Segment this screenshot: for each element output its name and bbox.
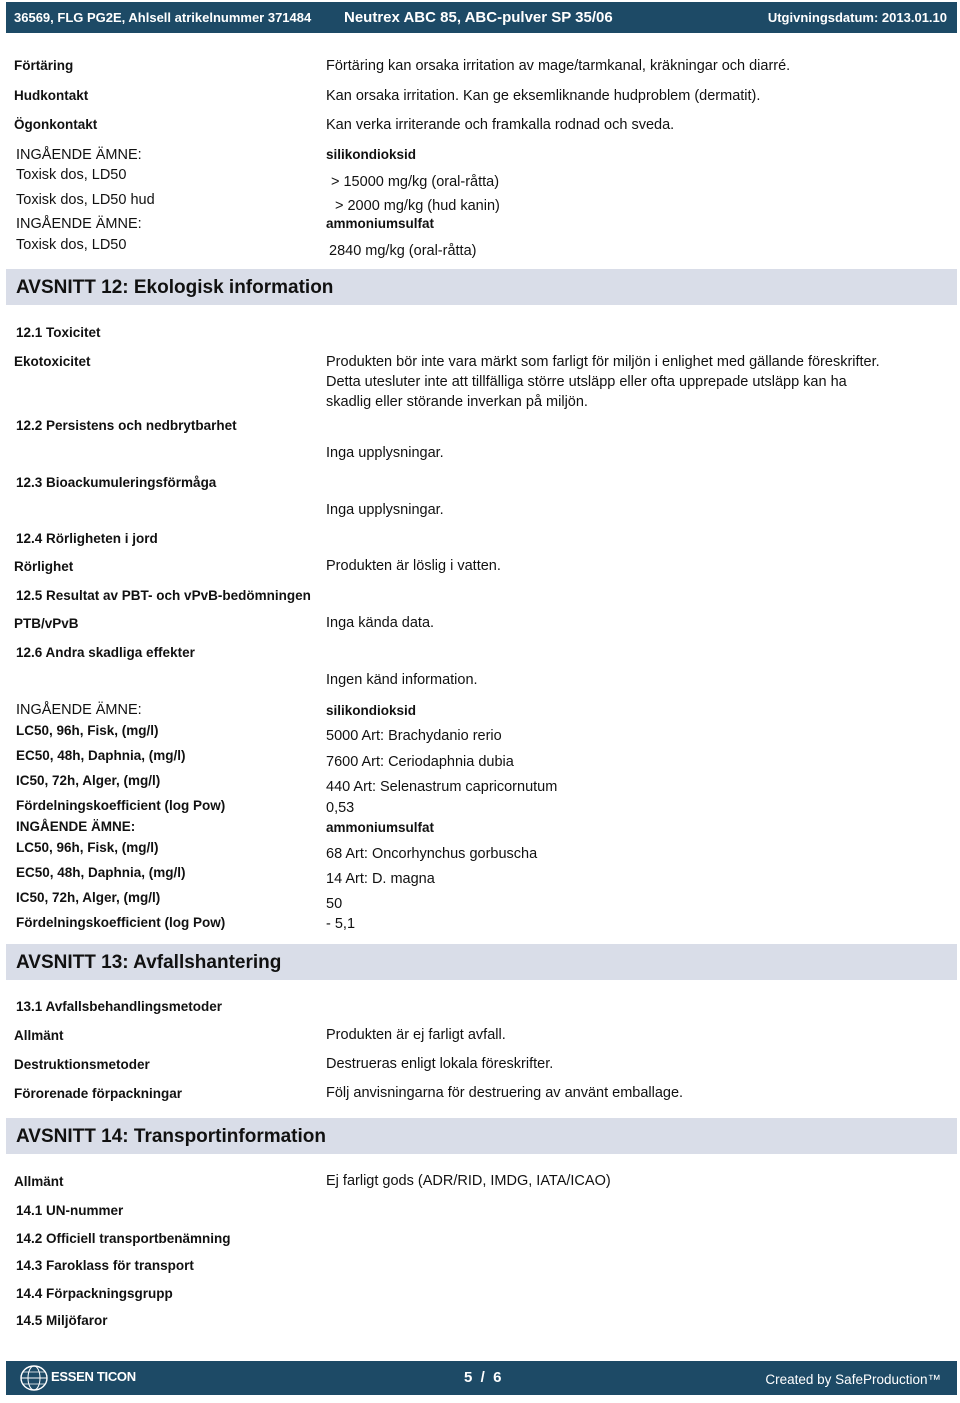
subsection-12-6: 12.6 Andra skadliga effekter: [16, 645, 195, 660]
rorlighet-value: Produkten är löslig i vatten.: [326, 558, 501, 574]
section-14-band: [6, 1118, 957, 1154]
hudkontakt-value: Kan orsaka irritation. Kan ge eksemliknande hudproblem (dermatit).: [326, 88, 761, 104]
subsection-12-1: 12.1 Toxicitet: [16, 325, 101, 340]
destruktion-label: Destruktionsmetoder: [14, 1057, 150, 1072]
andra-effekter-value: Ingen känd information.: [326, 672, 478, 688]
ld50-label: Toxisk dos, LD50: [16, 237, 127, 253]
fororenade-value: Följ anvisningarna för destruering av använt emballage.: [326, 1085, 684, 1101]
substance-name: silikondioksid: [326, 703, 417, 718]
substance-name: ammoniumsulfat: [326, 216, 435, 231]
subsection-12-3: 12.3 Bioackumuleringsförmåga: [16, 475, 217, 490]
subsection-12-2: 12.2 Persistens och nedbrytbarhet: [16, 418, 237, 433]
ic50-value: 50: [326, 896, 343, 912]
footer-bar: [6, 1361, 957, 1395]
ld50-hud-value: > 2000 mg/kg (hud kanin): [335, 198, 500, 214]
created-by: Created by SafeProduction™: [765, 1372, 941, 1387]
substance-name: ammoniumsulfat: [326, 820, 435, 835]
brand-logo-text: ESSEN TICON: [51, 1369, 136, 1384]
substance-name: silikondioksid: [326, 147, 417, 162]
ingaende-amne-label: INGÅENDE ÄMNE:: [16, 147, 142, 163]
rorlighet-label: Rörlighet: [14, 559, 74, 574]
ogonkontakt-label: Ögonkontakt: [14, 117, 98, 132]
subsection-12-5: 12.5 Resultat av PBT- och vPvB-bedömningen: [16, 588, 311, 603]
subsection-14-1: 14.1 UN-nummer: [16, 1203, 124, 1218]
ingaende-amne-label: INGÅENDE ÄMNE:: [16, 216, 142, 232]
lc50-label: LC50, 96h, Fisk, (mg/l): [16, 723, 159, 738]
subsection-13-1: 13.1 Avfallsbehandlingsmetoder: [16, 999, 223, 1014]
ic50-label: IC50, 72h, Alger, (mg/l): [16, 773, 161, 788]
fortaring-label: Förtäring: [14, 58, 74, 73]
header-product-id: 36569, FLG PG2E, Ahlsell atrikelnummer 371484: [14, 10, 312, 25]
subsection-12-4: 12.4 Rörligheten i jord: [16, 531, 158, 546]
ic50-label: IC50, 72h, Alger, (mg/l): [16, 890, 161, 905]
subsection-14-3: 14.3 Faroklass för transport: [16, 1258, 194, 1273]
ld50-hud-label: Toxisk dos, LD50 hud: [16, 192, 155, 208]
section-12-band: [6, 269, 957, 305]
subsection-14-5: 14.5 Miljöfaror: [16, 1313, 108, 1328]
ingaende-amne-label: INGÅENDE ÄMNE:: [16, 819, 136, 834]
ogonkontakt-value: Kan verka irriterande och framkalla rodnad och sveda.: [326, 117, 675, 133]
log-pow-label: Fördelningskoefficient (log Pow): [16, 798, 226, 813]
lc50-value: 68 Art: Oncorhynchus gorbuscha: [326, 846, 538, 862]
log-pow-value: 0,53: [326, 800, 355, 816]
section-12-title: AVSNITT 12: Ekologisk information: [16, 277, 334, 298]
log-pow-label: Fördelningskoefficient (log Pow): [16, 915, 226, 930]
section-13-title: AVSNITT 13: Avfallshantering: [16, 952, 282, 973]
fororenade-label: Förorenade förpackningar: [14, 1086, 183, 1101]
section-13-band: [6, 944, 957, 980]
page-number: 5 / 6: [464, 1369, 502, 1386]
ec50-label: EC50, 48h, Daphnia, (mg/l): [16, 865, 186, 880]
allmant-value: Produkten är ej farligt avfall.: [326, 1027, 506, 1043]
subsection-14-2: 14.2 Officiell transportbenämning: [16, 1231, 231, 1246]
globe-logo-icon: [18, 1364, 50, 1392]
bioackumulering-value: Inga upplysningar.: [326, 502, 444, 518]
pbt-label: PTB/vPvB: [14, 616, 79, 631]
destruktion-value: Destrueras enligt lokala föreskrifter.: [326, 1056, 554, 1072]
allmant-label: Allmänt: [14, 1028, 64, 1043]
section-14-title: AVSNITT 14: Transportinformation: [16, 1126, 327, 1147]
ld50-value: > 15000 mg/kg (oral-råtta): [331, 174, 500, 190]
pbt-value: Inga kända data.: [326, 615, 435, 631]
hudkontakt-label: Hudkontakt: [14, 88, 89, 103]
ic50-value: 440 Art: Selenastrum capricornutum: [326, 779, 558, 795]
allmant-label: Allmänt: [14, 1174, 64, 1189]
persistens-value: Inga upplysningar.: [326, 445, 444, 461]
fortaring-value: Förtäring kan orsaka irritation av mage/tarmkanal, kräkningar och diarré.: [326, 58, 791, 74]
ld50-label: Toxisk dos, LD50: [16, 167, 127, 183]
log-pow-value: - 5,1: [326, 916, 356, 932]
ld50-value: 2840 mg/kg (oral-råtta): [329, 243, 477, 259]
ekotoxicitet-value: Produkten bör inte vara märkt som farligt för miljön i enlighet med gällande föreskrifter. Detta utesluter inte att tillfälliga större utsläpp eller ofta upprepade utsläpp kan ha skadlig eller störande inverkan på miljön.: [326, 354, 880, 410]
ingaende-amne-label: INGÅENDE ÄMNE:: [16, 702, 142, 718]
ekotoxicitet-label: Ekotoxicitet: [14, 354, 91, 369]
lc50-value: 5000 Art: Brachydanio rerio: [326, 728, 502, 744]
header-bar: [6, 2, 957, 33]
header-product-name: Neutrex ABC 85, ABC-pulver SP 35/06: [344, 9, 613, 26]
ec50-value: 7600 Art: Ceriodaphnia dubia: [326, 754, 514, 770]
ec50-value: 14 Art: D. magna: [326, 871, 435, 887]
allmant-value: Ej farligt gods (ADR/RID, IMDG, IATA/ICAO): [326, 1173, 611, 1189]
subsection-14-4: 14.4 Förpackningsgrupp: [16, 1286, 173, 1301]
ec50-label: EC50, 48h, Daphnia, (mg/l): [16, 748, 186, 763]
header-issue-date: Utgivningsdatum: 2013.01.10: [767, 10, 947, 25]
lc50-label: LC50, 96h, Fisk, (mg/l): [16, 840, 159, 855]
